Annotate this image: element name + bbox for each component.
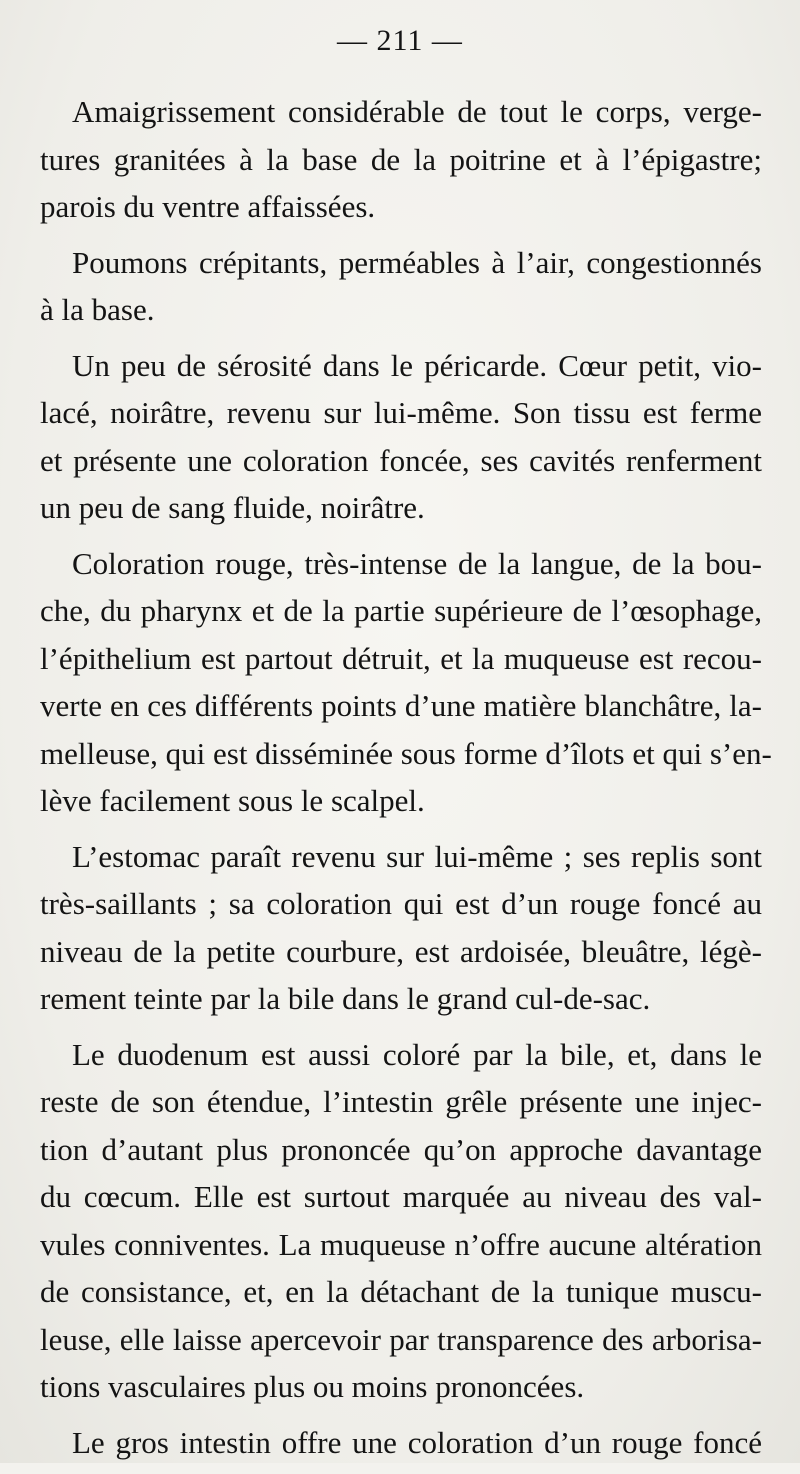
text-line: Le duodenum est aussi coloré par la bile, et, dans le	[72, 1036, 762, 1072]
text-line: très-saillants ; sa coloration qui est d’un rouge foncé au	[40, 886, 762, 921]
text-line: niveau de la petite courbure, est ardoisée, bleuâtre, légè-	[40, 933, 762, 969]
text-line: Poumons crépitants, perméables à l’air, congestionnés	[72, 244, 762, 280]
paragraph	[40, 88, 762, 231]
text-line: Le gros intestin offre une coloration d’un rouge foncé	[72, 1424, 762, 1460]
text-line: Amaigrissement considérable de tout le corps, verge-	[72, 94, 762, 129]
text-line: de consistance, et, en la détachant de la tunique muscu-	[40, 1274, 762, 1309]
text-line: verte en ces différents points d’une matière blanchâtre, la-	[40, 688, 762, 723]
text-line: reste de son étendue, l’intestin grêle présente une injec-	[40, 1084, 762, 1119]
text-line: che, du pharynx et de la partie supérieure de l’œsophage,	[40, 593, 762, 628]
paragraph	[40, 1419, 762, 1467]
paragraph	[40, 1031, 762, 1411]
text-line: à la base.	[40, 292, 155, 327]
text-line: parois du ventre affaissées.	[40, 189, 376, 224]
text-line: L’estomac paraît revenu sur lui-même ; ses replis sont	[72, 838, 762, 874]
text-line: un peu de sang fluide, noirâtre.	[40, 490, 425, 525]
page-number: — 211 —	[337, 24, 463, 57]
text-line: Un peu de sérosité dans le péricarde. Cœur petit, vio-	[72, 347, 762, 383]
text-line: Coloration rouge, très-intense de la langue, de la bou-	[72, 545, 762, 581]
text-line: du cœcum. Elle est surtout marquée au niveau des val-	[40, 1179, 762, 1214]
text-line: tures granitées à la base de la poitrine et à l’épigastre;	[40, 141, 762, 177]
page-body	[40, 88, 772, 1474]
text-line: vules conniventes. La muqueuse n’offre aucune altération	[40, 1226, 762, 1262]
text-line: tions vasculaires plus ou moins prononcées.	[40, 1369, 585, 1404]
paragraph	[40, 342, 762, 532]
text-line: rement teinte par la bile dans le grand cul-de-sac.	[40, 981, 651, 1016]
paragraph	[40, 540, 772, 825]
text-line: l’épithelium est partout détruit, et la muqueuse est recou-	[40, 640, 762, 676]
text-line: melleuse, qui est disséminée sous forme d’îlots et qui s’en-	[40, 735, 772, 771]
text-line: tion d’autant plus prononcée qu’on approche davantage	[40, 1131, 762, 1167]
text-line: leuse, elle laisse apercevoir par transparence des arborisa-	[40, 1321, 762, 1357]
text-line: lève facilement sous le scalpel.	[40, 783, 425, 818]
paragraph	[40, 239, 762, 334]
text-line: lacé, noirâtre, revenu sur lui-même. Son tissu est ferme	[40, 395, 762, 430]
text-line: et présente une coloration foncée, ses cavités renferment	[40, 442, 762, 478]
paragraph	[40, 833, 762, 1023]
